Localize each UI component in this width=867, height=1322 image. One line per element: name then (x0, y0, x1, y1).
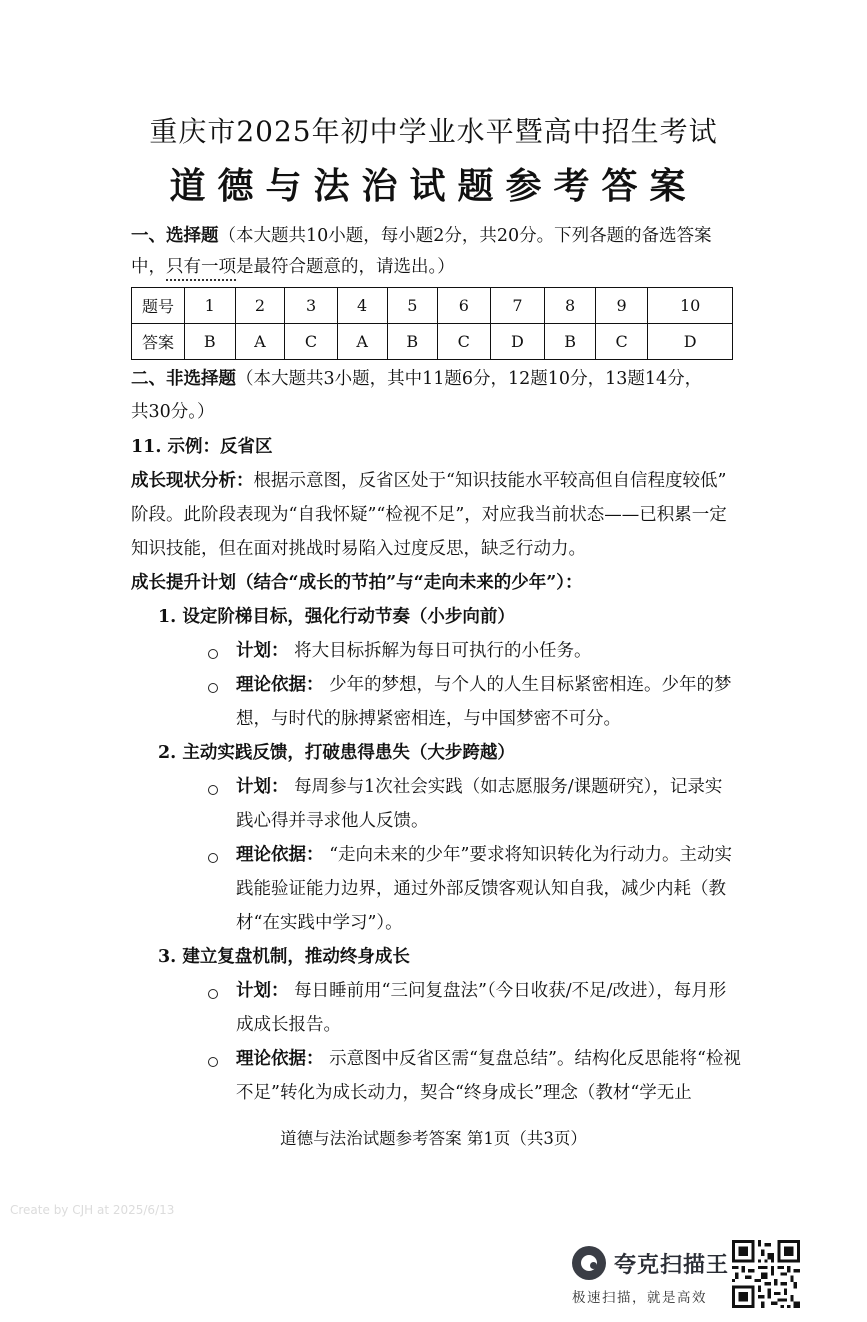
quark-logo-icon (572, 1246, 606, 1280)
plan2-plan-line2: 践心得并寻求他人反馈。 (236, 811, 429, 831)
table-cell: C (595, 324, 647, 360)
table-cell: 6 (438, 288, 490, 324)
plan1-title: 1. 设定阶梯目标，强化行动节奏（小步向前） (158, 607, 515, 627)
plan2-plan (236, 779, 722, 797)
bullet-icon (208, 853, 218, 863)
q11-label: 11. 示例：反省区 (131, 437, 273, 457)
bullet-icon (208, 785, 218, 795)
basis-label: 理论依据： (236, 1049, 324, 1069)
row-label-answer: 答案 (132, 324, 185, 360)
section2-desc2: 共30分。） (131, 402, 215, 422)
table-cell: C (285, 324, 337, 360)
basis-text: 少年的梦想，与个人的人生目标紧密相连。少年的梦 (323, 675, 732, 695)
basis-text: “走向未来的少年”要求将知识转化为行动力。主动实 (323, 845, 732, 865)
plan1-basis (236, 677, 732, 695)
plan2-title: 2. 主动实践反馈，打破患得患失（大步跨越） (158, 743, 515, 763)
plan3-basis (236, 1051, 741, 1069)
table-cell: 1 (185, 288, 236, 324)
brand-name: 夸克扫描王 (614, 1253, 730, 1278)
analysis-text1: 根据示意图，反省区处于“知识技能水平较高但自信程度较低” (253, 471, 727, 491)
plan2-basis-line2: 践能验证能力边界，通过外部反馈客观认知自我，减少内耗（教 (236, 879, 726, 899)
section2-desc1: （本大题共3小题，其中11题6分，12题10分，13题14分， (236, 369, 703, 389)
plan3-plan-line2: 成成长报告。 (236, 1015, 341, 1035)
scanner-brand (572, 1244, 732, 1306)
section1-line2 (131, 259, 455, 281)
table-cell: C (438, 324, 490, 360)
table-cell: 10 (648, 288, 733, 324)
table-row-numbers (132, 288, 733, 324)
plan-label: 计划： (236, 641, 289, 661)
section1-desc2-pre: 中， (131, 257, 166, 277)
plan-text: 将大目标拆解为每日可执行的小任务。 (288, 641, 592, 661)
logo-dot (590, 1262, 597, 1269)
analysis-line3: 知识技能，但在面对挑战时易陷入过度反思，缺乏行动力。 (131, 539, 586, 559)
row-label-question: 题号 (132, 288, 185, 324)
page-footer: 道德与法治试题参考答案 第1页（共3页） (280, 1129, 587, 1148)
table-cell: 8 (545, 288, 596, 324)
basis-label: 理论依据： (236, 845, 324, 865)
plan3-title: 3. 建立复盘机制，推动终身成长 (158, 947, 410, 967)
bullet-icon (208, 649, 218, 659)
bullet-icon (208, 989, 218, 999)
plan1-plan (236, 643, 592, 661)
table-cell: 2 (235, 288, 285, 324)
exam-title: 重庆市2025年初中学业水平暨高中招生考试 (149, 115, 718, 148)
plan2-basis-line3: 材“在实践中学习”）。 (236, 913, 403, 933)
emphasis-dotted-text: 只有一项 (166, 259, 236, 281)
analysis-line2: 阶段。此阶段表现为“自我怀疑”“检视不足”，对应我当前状态——已积累一定 (131, 505, 727, 525)
plan-title: 成长提升计划（结合“成长的节拍”与“走向未来的少年”）： (131, 573, 583, 593)
answer-key-title: 道德与法治试题参考答案 (169, 165, 698, 207)
plan3-basis-line2: 不足”转化为成长动力，契合“终身成长”理念（教材“学无止 (236, 1083, 692, 1103)
plan3-plan (236, 983, 726, 1001)
analysis-line1 (131, 473, 726, 491)
section2-heading: 二、非选择题 (131, 369, 236, 389)
bullet-icon (208, 1057, 218, 1067)
section1-desc1: （本大题共10小题，每小题2分，共20分。下列各题的备选答案 (218, 226, 712, 246)
table-cell: D (648, 324, 733, 360)
brand-slogan: 极速扫描，就是高效 (572, 1290, 707, 1306)
watermark-text: Create by CJH at 2025/6/13 (10, 1203, 175, 1217)
qr-code-icon (732, 1240, 800, 1308)
table-cell: D (490, 324, 545, 360)
plan-label: 计划： (236, 981, 289, 1001)
plan-label: 计划： (236, 777, 289, 797)
plan-text: 每日睡前用“三问复盘法”（今日收获/不足/改进），每月形 (288, 981, 727, 1001)
plan1-basis-line2: 想，与时代的脉搏紧密相连，与中国梦密不可分。 (236, 709, 621, 729)
table-cell: B (387, 324, 438, 360)
basis-label: 理论依据： (236, 675, 324, 695)
table-cell: B (545, 324, 596, 360)
table-row-answers (132, 324, 733, 360)
table-cell: 4 (337, 288, 387, 324)
section1-line1 (131, 228, 712, 246)
table-cell: B (185, 324, 236, 360)
section1-desc2-post: 是最符合题意的，请选出。） (236, 257, 455, 277)
table-cell: 7 (490, 288, 545, 324)
basis-text: 示意图中反省区需“复盘总结”。结构化反思能将“检视 (323, 1049, 741, 1069)
table-cell: 9 (595, 288, 647, 324)
table-cell: 3 (285, 288, 337, 324)
bullet-icon (208, 683, 218, 693)
analysis-label: 成长现状分析： (131, 471, 254, 491)
section1-heading: 一、选择题 (131, 226, 219, 246)
plan-text: 每周参与1次社会实践（如志愿服务/课题研究），记录实 (288, 777, 723, 797)
section2-line1 (131, 371, 702, 389)
table-cell: A (337, 324, 387, 360)
plan2-basis (236, 847, 732, 865)
answer-table (131, 287, 733, 360)
table-cell: A (235, 324, 285, 360)
table-cell: 5 (387, 288, 438, 324)
